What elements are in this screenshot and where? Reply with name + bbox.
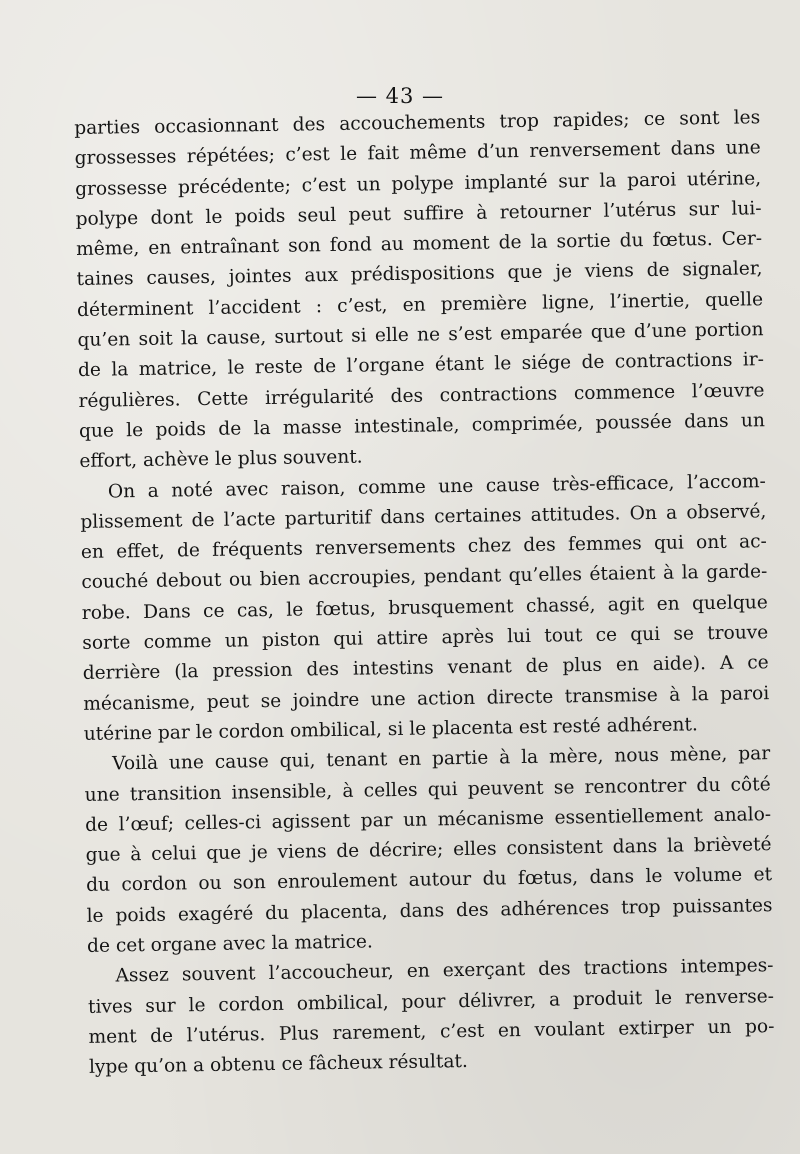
text-line: Assez souvent l’accoucheur, en exerçant des tractions intempes- [115,955,774,987]
text-line: polype dont le poids seul peut suffire à retourner l’utérus sur lui- [75,198,762,230]
text-line: grossesses répétées; c’est le fait même d’un renversement dans une [74,137,761,170]
paragraph-1 [74,103,766,477]
body-text [74,103,775,1083]
text-line: de l’œuf; celles-ci agissent par un mécanisme essentiellement analo- [85,803,772,836]
text-line: sorte comme un piston qui attire après lui tout ce qui se trouve [82,622,769,654]
text-line: de cet organe avec la matrice. [86,931,374,957]
paragraph-4 [87,951,775,1083]
text-line: ment de l’utérus. Plus rarement, c’est en voulant extirper un po- [88,1016,775,1048]
text-line: plissement de l’acte parturitif dans certaines attitudes. On a observé, [80,501,767,533]
text-line: une transition insensible, à celles qui peuvent se rencontrer du côté [84,773,771,806]
page-number: — 43 — [355,84,445,108]
text-line: couché debout ou bien accroupies, pendant qu’elles étaient à la garde- [81,561,768,594]
text-line: que le poids de la masse intestinale, comprimée, poussée dans un [78,410,766,442]
text-line: régulières. Cette irrégularité des contractions commence l’œuvre [78,379,765,412]
text-line: effort, achève le plus souvent. [79,446,363,473]
text-line: parties occasionnant des accouchements trop rapides; ce sont les [74,107,761,139]
text-line: taines causes, jointes aux prédispositions que je viens de signaler, [76,258,763,291]
text-line: derrière (la pression des intestins venant de plus en aide). A ce [82,652,769,685]
text-line: déterminent l’accident : c’est, en première ligne, l’inertie, quelle [76,288,764,321]
text-line: qu’en soit la cause, surtout si elle ne s’est emparée que d’une portion [77,319,764,352]
text-line: robe. Dans ce cas, le fœtus, brusquement chassé, agit en quelque [81,591,768,624]
text-line: On a noté avec raison, comme une cause très-efficace, l’accom- [107,470,767,503]
text-line: gue à celui que je viens de décrire; elles consistent dans la brièveté [85,834,772,867]
text-line: du cordon ou son enroulement autour du fœtus, dans le volume et [85,864,773,897]
text-line: lype qu’on a obtenu ce fâcheux résultat. [88,1051,469,1079]
text-line: mécanisme, peut se joindre une action directe transmise à la paroi [83,682,770,715]
text-line: grossesse précédente; c’est un polype implanté sur la paroi utérine, [75,167,762,200]
paragraph-3 [84,739,773,962]
text-line: utérine par le cordon ombilical, si le placenta est resté adhérent. [83,714,699,745]
text-line: de la matrice, le reste de l’organe étant le siége de contractions ir- [77,349,765,382]
text-line: en effet, de fréquents renversements chez des femmes qui ont ac- [80,531,767,564]
text-line: même, en entraînant son fond au moment de la sortie du fœtus. Cer- [75,228,763,261]
paragraph-2 [80,467,770,750]
text-line: tives sur le cordon ombilical, pour délivrer, a produit le renverse- [87,985,775,1018]
text-line: Voilà une cause qui, tenant en partie à la mère, nous mène, par [112,743,771,775]
text-line: le poids exagéré du placenta, dans des adhérences trop puissantes [86,894,773,927]
